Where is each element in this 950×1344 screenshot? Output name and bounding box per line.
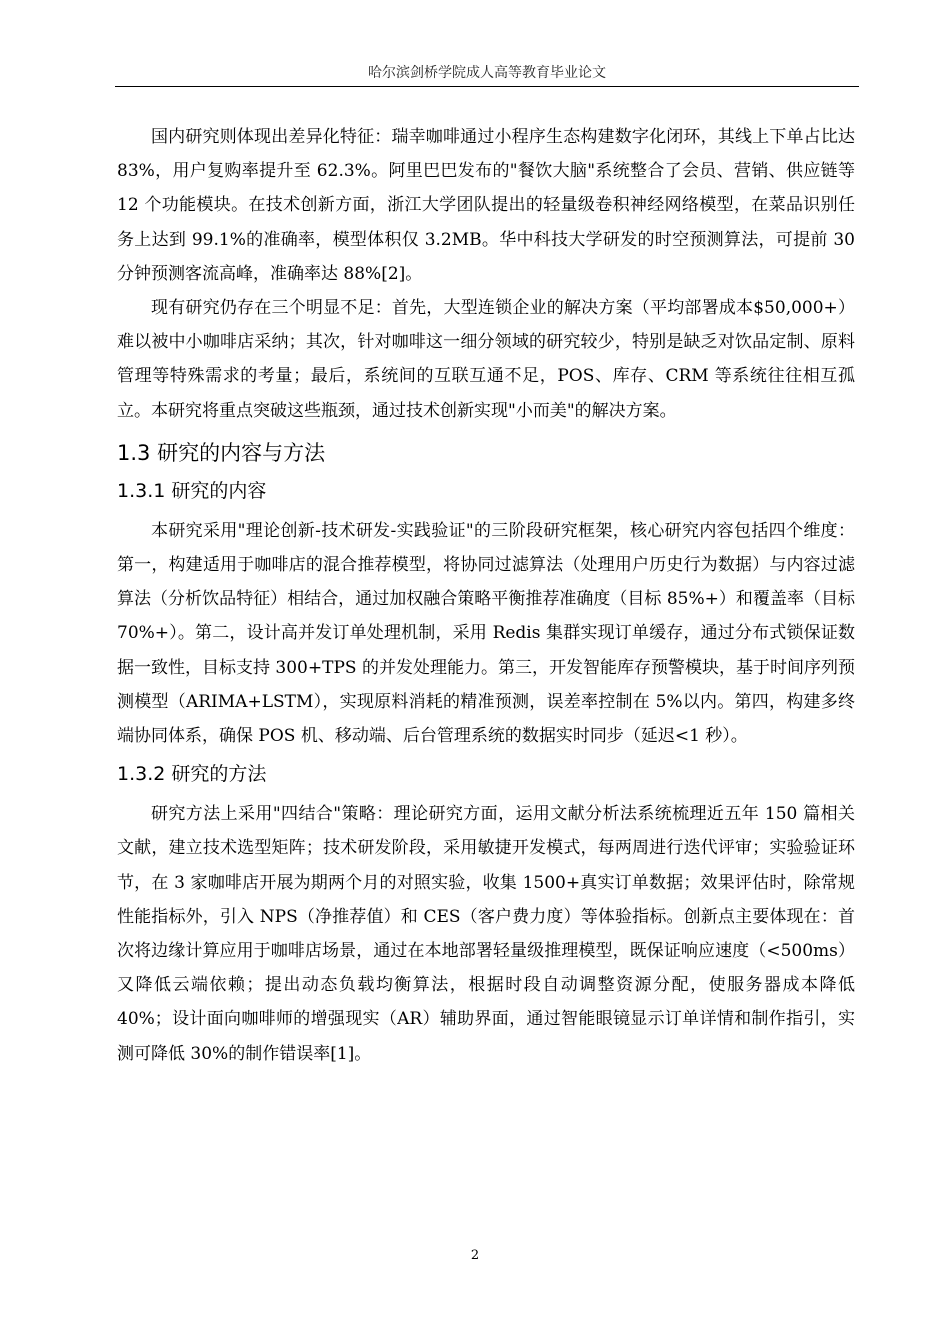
header-divider bbox=[115, 86, 859, 87]
subsection-heading-1-3-2: 1.3.2 研究的方法 bbox=[117, 763, 267, 786]
section-heading-1-3: 1.3 研究的内容与方法 bbox=[117, 440, 326, 465]
paragraph-research-gaps: 现有研究仍存在三个明显不足：首先，大型连锁企业的解决方案（平均部署成本$50,000+）难以被中小咖啡店采纳；其次，针对咖啡这一细分领域的研究较少，特别是缺乏对饮品定制、原料管理等特殊需求的考量；最后，系统间的互联互通不足，POS、库存、CRM 等系统往往相互孤立。本研究将重点突破这些瓶颈，通过技术创新实现"小而美"的解决方案。 bbox=[117, 298, 855, 421]
subsection-heading-1-3-1: 1.3.1 研究的内容 bbox=[117, 479, 267, 502]
document-body bbox=[117, 120, 855, 1071]
page-header: 哈尔滨剑桥学院成人高等教育毕业论文 bbox=[368, 65, 606, 81]
paragraph-research-methods: 研究方法上采用"四结合"策略：理论研究方面，运用文献分析法系统梳理近五年 150 篇相关文献，建立技术选型矩阵；技术研发阶段，采用敏捷开发模式，每两周进行迭代评审；实验验证环节，在 3 家咖啡店开展为期两个月的对照实验，收集 1500+真实订单数据；效果评估时，除常规性能指标外，引入 NPS（净推荐值）和 CES（客户费力度）等体验指标。创新点主要体现在：首次将边缘计算应用于咖啡店场景，通过在本地部署轻量级推理模型，既保证响应速度（<500ms）又降低云端依赖；提出动态负载均衡算法，根据时段自动调整资源分配，使服务器成本降低 40%；设计面向咖啡师的增强现实（AR）辅助界面，通过智能眼镜显示订单详情和制作指引，实测可降低 30%的制作错误率[1]。 bbox=[117, 804, 855, 1064]
page-number: 2 bbox=[470, 1248, 480, 1263]
paragraph-research-content: 本研究采用"理论创新-技术研发-实践验证"的三阶段研究框架，核心研究内容包括四个维度：第一，构建适用于咖啡店的混合推荐模型，将协同过滤算法（处理用户历史行为数据）与内容过滤算法（分析饮品特征）相结合，通过加权融合策略平衡推荐准确度（目标 85%+）和覆盖率（目标 70%+）。第二，设计高并发订单处理机制，采用 Redis 集群实现订单缓存，通过分布式锁保证数据一致性，目标支持 300+TPS 的并发处理能力。第三，开发智能库存预警模块，基于时间序列预测模型（ARIMA+LSTM），实现原料消耗的精准预测，误差率控制在 5%以内。第四，构建多终端协同体系，确保 POS 机、移动端、后台管理系统的数据实时同步（延迟<1 秒）。 bbox=[117, 520, 855, 747]
paragraph-domestic-research: 国内研究则体现出差异化特征：瑞幸咖啡通过小程序生态构建数字化闭环，其线上下单占比达 83%，用户复购率提升至 62.3%。阿里巴巴发布的"餐饮大脑"系统整合了会员、营销、供应链等 12 个功能模块。在技术创新方面，浙江大学团队提出的轻量级卷积神经网络模型，在菜品识别任务上达到 99.1%的准确率，模型体积仅 3.2MB。华中科技大学研发的时空预测算法，可提前 30 分钟预测客流高峰，准确率达 88%[2]。 bbox=[117, 127, 855, 284]
